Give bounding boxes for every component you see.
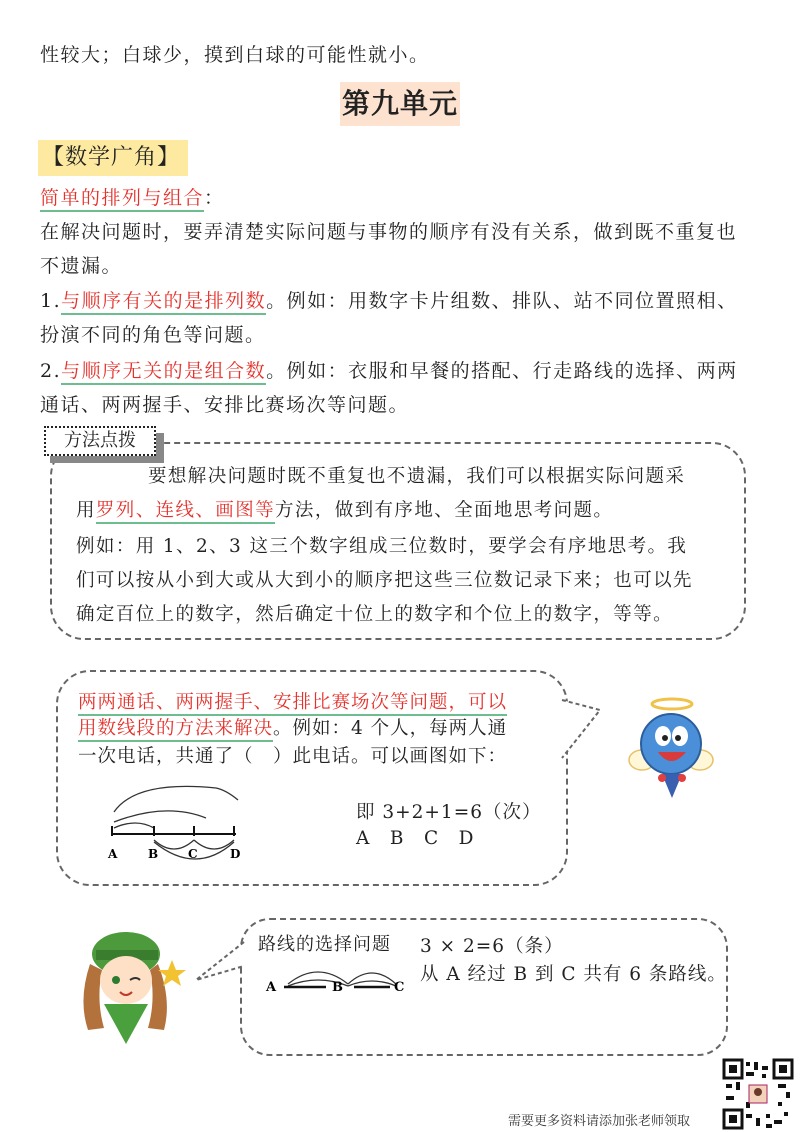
point-1	[40, 288, 738, 314]
point-1-num: 1.	[40, 290, 62, 312]
bubble-2-tail	[192, 936, 248, 992]
bubble-1-line-3: 一次电话，共通了（ ）此电话。可以画图如下：	[78, 746, 508, 767]
route-label-c: C	[394, 980, 405, 995]
qr-code-icon	[722, 1058, 794, 1130]
method-tag: 方法点拨	[44, 426, 156, 456]
bubble-1-letters: A B C D	[356, 828, 475, 849]
topic-title: 简单的排列与组合	[40, 187, 204, 212]
route-desc: 从 A 经过 B 到 C 共有 6 条路线。	[420, 964, 727, 985]
route-label-b: B	[332, 980, 343, 995]
topic-line-1: 在解决问题时，要弄清楚实际问题与事物的顺序有没有关系，做到既不重复也	[40, 221, 738, 243]
route-formula: 3 × 2=6（条）	[420, 936, 564, 957]
segment-diagram	[96, 778, 266, 870]
method-line-4: 们可以按从小到大或从大到小的顺序把这些三位数记录下来；也可以先	[76, 570, 693, 591]
unit-title: 第九单元	[340, 82, 460, 126]
point-2-key: 与顺序无关的是组合数	[61, 360, 266, 385]
route-title: 路线的选择问题	[258, 934, 391, 955]
angel-mascot-icon	[628, 694, 714, 806]
point-1-key: 与顺序有关的是排列数	[61, 290, 266, 315]
method-line-2-post: 方法，做到有序地、全面地思考问题。	[275, 500, 614, 521]
method-line-3: 例如：用 1、2、3 这三个数字组成三位数时，要学会有序地思考。我	[76, 536, 688, 557]
bubble-1-rest-2: 。例如：4 个人，每两人通	[273, 718, 508, 739]
girl-mascot-icon	[68, 920, 192, 1044]
label-d: D	[230, 847, 241, 861]
point-2-num: 2.	[40, 360, 62, 382]
bubble-1-red-2: 用数线段的方法来解决	[78, 718, 273, 742]
bubble-1-line-2	[78, 716, 507, 742]
label-a: A	[108, 847, 118, 861]
route-label-a: A	[266, 980, 277, 995]
method-line-2-pre: 用	[76, 500, 96, 521]
bubble-1-line-1	[78, 690, 507, 716]
arc-a-b	[114, 823, 154, 828]
topic-heading	[40, 185, 225, 211]
footer-note: 需要更多资料请添加张老师领取	[508, 1114, 691, 1129]
topic-colon: ：	[204, 187, 225, 209]
label-b: B	[148, 847, 159, 861]
point-2	[40, 358, 738, 384]
method-line-2-key: 罗列、连线、画图等	[96, 500, 275, 524]
method-line-2	[76, 498, 613, 524]
arc-a-c	[114, 811, 206, 822]
topic-line-2: 不遗漏。	[40, 255, 123, 277]
intro-line: 性较大；白球少，摸到白球的可能性就小。	[40, 44, 430, 66]
method-line-1: 要想解决问题时既不重复也不遗漏，我们可以根据实际问题采	[148, 466, 686, 487]
point-1-line-2: 扮演不同的角色等问题。	[40, 324, 266, 346]
point-1-rest: 。例如：用数字卡片组数、排队、站不同位置照相、	[266, 290, 738, 312]
route-diagram	[262, 956, 412, 1002]
bubble-1-tail	[560, 696, 604, 766]
bubble-1-formula: 即 3+2+1=6（次）	[356, 802, 542, 823]
label-c: C	[188, 847, 198, 861]
arc-a-d	[114, 786, 238, 812]
bubble-1-red-1: 两两通话、两两握手、安排比赛场次等问题，可以	[78, 692, 507, 716]
point-2-rest: 。例如：衣服和早餐的搭配、行走路线的选择、两两	[266, 360, 738, 382]
point-2-line-2: 通话、两两握手、安排比赛场次等问题。	[40, 394, 410, 416]
section-title: 【数学广角】	[38, 140, 188, 176]
method-line-5: 确定百位上的数字，然后确定十位上的数字和个位上的数字，等等。	[76, 604, 674, 625]
